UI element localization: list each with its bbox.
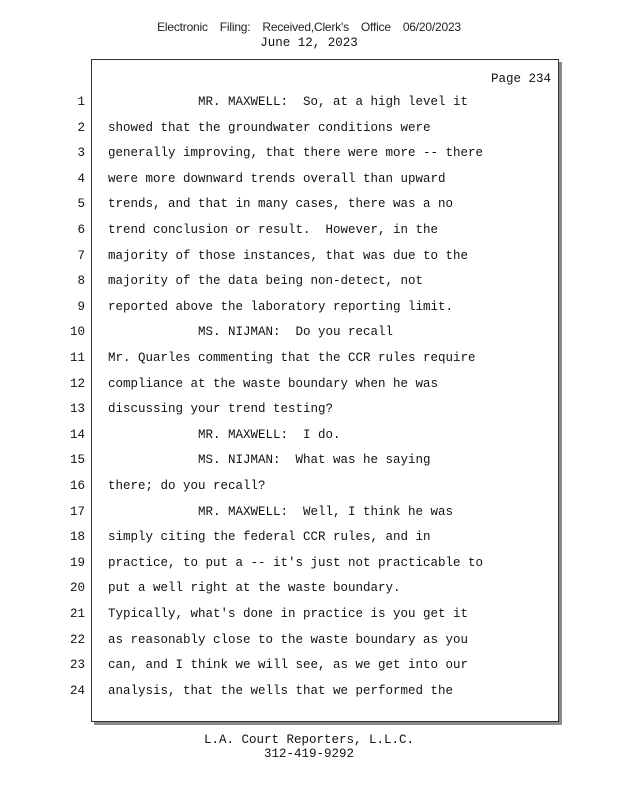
reporter-company: L.A. Court Reporters, L.L.C. bbox=[203, 733, 415, 747]
transcript-line-text: trends, and that in many cases, there was a no bbox=[108, 197, 454, 212]
line-number: 10 bbox=[69, 325, 85, 340]
page-number: Page 234 bbox=[490, 72, 551, 86]
transcript-line-text: were more downward trends overall than upward bbox=[108, 171, 446, 186]
line-number: 22 bbox=[69, 632, 85, 647]
transcript-line-text: MS. NIJMAN: Do you recall bbox=[108, 325, 394, 340]
line-number: 20 bbox=[69, 581, 85, 596]
line-number: 3 bbox=[77, 146, 85, 161]
stamp-word: Electronic bbox=[157, 20, 208, 34]
line-number: 17 bbox=[69, 504, 85, 519]
line-number: 14 bbox=[69, 427, 85, 442]
transcript-line-text: discussing your trend testing? bbox=[108, 402, 334, 417]
line-number: 18 bbox=[69, 530, 85, 545]
line-number: 23 bbox=[69, 658, 85, 673]
transcript-line-text: analysis, that the wells that we performed the bbox=[108, 683, 454, 698]
stamp-word: 06/20/2023 bbox=[402, 20, 461, 34]
transcript-line-text: Typically, what's done in practice is you get it bbox=[108, 607, 469, 621]
line-number: 12 bbox=[69, 376, 85, 391]
transcript-line-text: majority of the data being non-detect, not bbox=[108, 274, 424, 289]
line-number: 8 bbox=[77, 274, 85, 289]
line-number: 13 bbox=[69, 402, 85, 417]
transcript-line-text: showed that the groundwater conditions were bbox=[108, 120, 431, 135]
transcript-line-text: put a well right at the waste boundary. bbox=[108, 581, 401, 596]
line-number: 16 bbox=[69, 479, 85, 493]
reporter-phone: 312-419-9292 bbox=[263, 747, 354, 761]
transcript-line-text: generally improving, that there were more -- there bbox=[108, 146, 484, 161]
line-number: 5 bbox=[77, 197, 85, 212]
transcript-line-text: practice, to put a -- it's just not practicable to bbox=[108, 555, 484, 570]
transcript-line-text: majority of those instances, that was due to the bbox=[108, 248, 469, 263]
transcript-line-text: can, and I think we will see, as we get into our bbox=[108, 658, 469, 673]
transcript-line-text: MR. MAXWELL: Well, I think he was bbox=[108, 504, 454, 519]
transcript-line-text: Mr. Quarles commenting that the CCR rules require bbox=[108, 351, 476, 365]
transcript-line-text: MS. NIJMAN: What was he saying bbox=[108, 453, 431, 468]
transcript-line-text: there; do you recall? bbox=[108, 479, 266, 493]
line-number: 21 bbox=[69, 607, 85, 621]
transcript-date: June 12, 2023 bbox=[260, 36, 358, 50]
stamp-word: Received, bbox=[262, 20, 314, 34]
line-number: 4 bbox=[77, 171, 85, 186]
transcript-line-text: MR. MAXWELL: I do. bbox=[108, 427, 341, 442]
filing-stamp bbox=[0, 20, 618, 34]
line-number: 9 bbox=[77, 299, 85, 314]
transcript-line-text: simply citing the federal CCR rules, and in bbox=[108, 530, 431, 545]
line-number: 11 bbox=[69, 351, 85, 365]
line-number: 7 bbox=[77, 248, 85, 263]
stamp-word: Filing: bbox=[219, 20, 251, 34]
transcript-line-text: reported above the laboratory reporting limit. bbox=[108, 299, 454, 314]
transcript-line-text: as reasonably close to the waste boundary as you bbox=[108, 632, 469, 647]
line-number: 6 bbox=[77, 223, 85, 237]
line-number: 1 bbox=[77, 95, 85, 109]
stamp-word: Clerk's bbox=[313, 20, 349, 34]
transcript-line-text: MR. MAXWELL: So, at a high level it bbox=[108, 95, 469, 109]
transcript-line-text: trend conclusion or result. However, in the bbox=[108, 223, 439, 237]
stamp-word: Office bbox=[360, 20, 391, 34]
transcript-line-text: compliance at the waste boundary when he was bbox=[108, 376, 439, 391]
line-number: 2 bbox=[77, 120, 85, 135]
line-number: 15 bbox=[69, 453, 85, 468]
line-number: 19 bbox=[69, 555, 85, 570]
line-number: 24 bbox=[69, 683, 85, 698]
